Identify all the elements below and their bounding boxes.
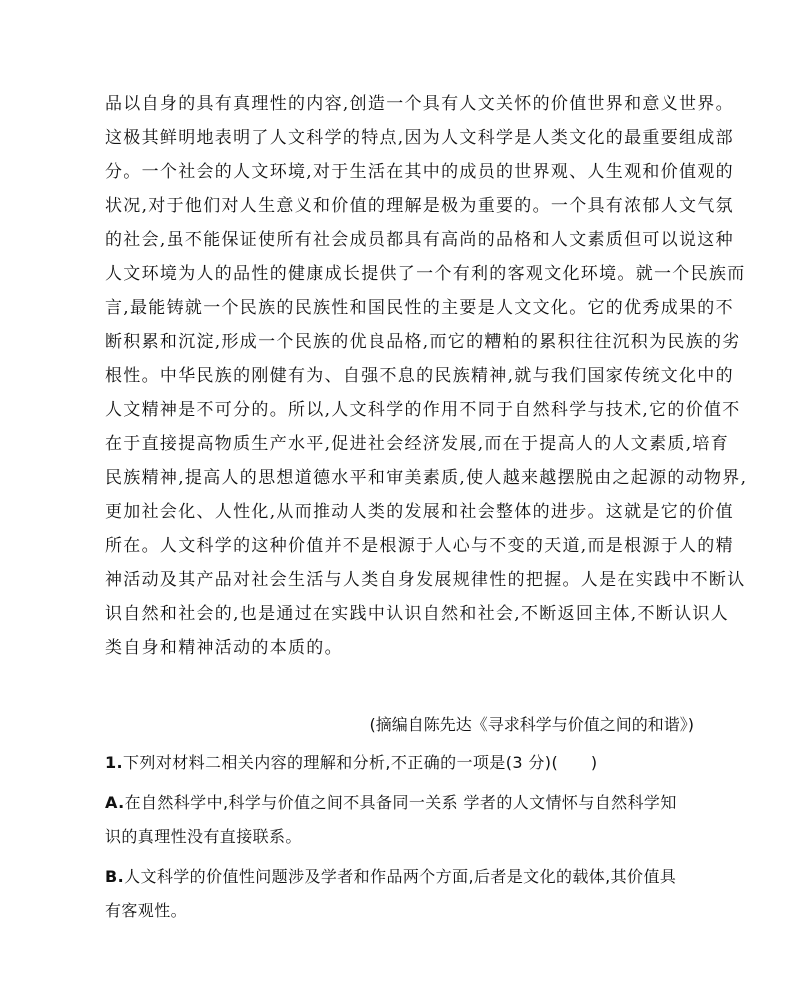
passage-line: 神活动及其产品对社会生活与人类自身发展规律性的把握。人是在实践中不断认 [105,570,746,590]
passage-line: 识自然和社会的,也是通过在实践中认识自然和社会,不断返回主体,不断认识人 [105,604,730,624]
question-stem-text: 下列对材料二相关内容的理解和分析,不正确的一项是(3 分)( ) [123,753,598,772]
passage-line: 在于直接提高物质生产水平,促进社会经济发展,而在于提高人的人文素质,培育 [105,434,730,454]
passage-line: 更加社会化、人性化,从而推动人类的发展和社会整体的进步。这就是它的价值 [105,502,734,522]
option-a-label: A. [105,793,125,812]
option-b-line [105,866,705,888]
question-stem [105,752,705,774]
passage-line: 品以自身的具有真理性的内容,创造一个具有人文关怀的价值世界和意义世界。 [105,94,734,114]
option-b-continuation: 有客观性。 [105,901,188,920]
passage-source: (摘编自陈先达《寻求科学与价值之间的和谐》) [369,715,694,734]
passage-line: 类自身和精神活动的本质的。 [105,638,343,658]
passage-line: 状况,对于他们对人生意义和价值的理解是极为重要的。一个具有浓郁人文气氛 [105,196,734,216]
passage-line: 的社会,虽不能保证使所有社会成员都具有高尚的品格和人文素质但可以说这种 [105,230,734,250]
passage-line: 人文精神是不可分的。所以,人文科学的作用不同于自然科学与技术,它的价值不 [105,400,741,420]
passage-line: 这极其鲜明地表明了人文科学的特点,因为人文科学是人类文化的最重要组成部 [105,128,734,148]
question-number: 1. [105,753,124,772]
passage-line: 根性。中华民族的刚健有为、自强不息的民族精神,就与我们国家传统文化中的 [105,366,734,386]
passage-line: 断积累和沉淀,形成一个民族的优良品格,而它的糟粕的累积往往沉积为民族的劣 [105,332,741,352]
option-a-continuation: 识的真理性没有直接联系。 [105,827,302,846]
passage-line: 言,最能铸就一个民族的民族性和国民性的主要是人文文化。它的优秀成果的不 [105,298,734,318]
option-a-line [105,792,705,814]
passage-line: 分。一个社会的人文环境,对于生活在其中的成员的世界观、人生观和价值观的 [105,162,734,182]
option-a-text: 在自然科学中,科学与价值之间不具备同一关系 学者的人文情怀与自然科学知 [124,793,677,812]
option-b-text: 人文科学的价值性问题涉及学者和作品两个方面,后者是文化的载体,其价值具 [124,867,677,886]
passage-line: 民族精神,提高人的思想道德水平和审美素质,使人越来越摆脱由之起源的动物界, [105,468,748,488]
passage-line: 人文环境为人的品性的健康成长提供了一个有利的客观文化环境。就一个民族而 [105,264,746,284]
option-b-label: B. [105,867,125,886]
passage-line: 所在。人文科学的这种价值并不是根源于人心与不变的天道,而是根源于人的精 [105,536,734,556]
